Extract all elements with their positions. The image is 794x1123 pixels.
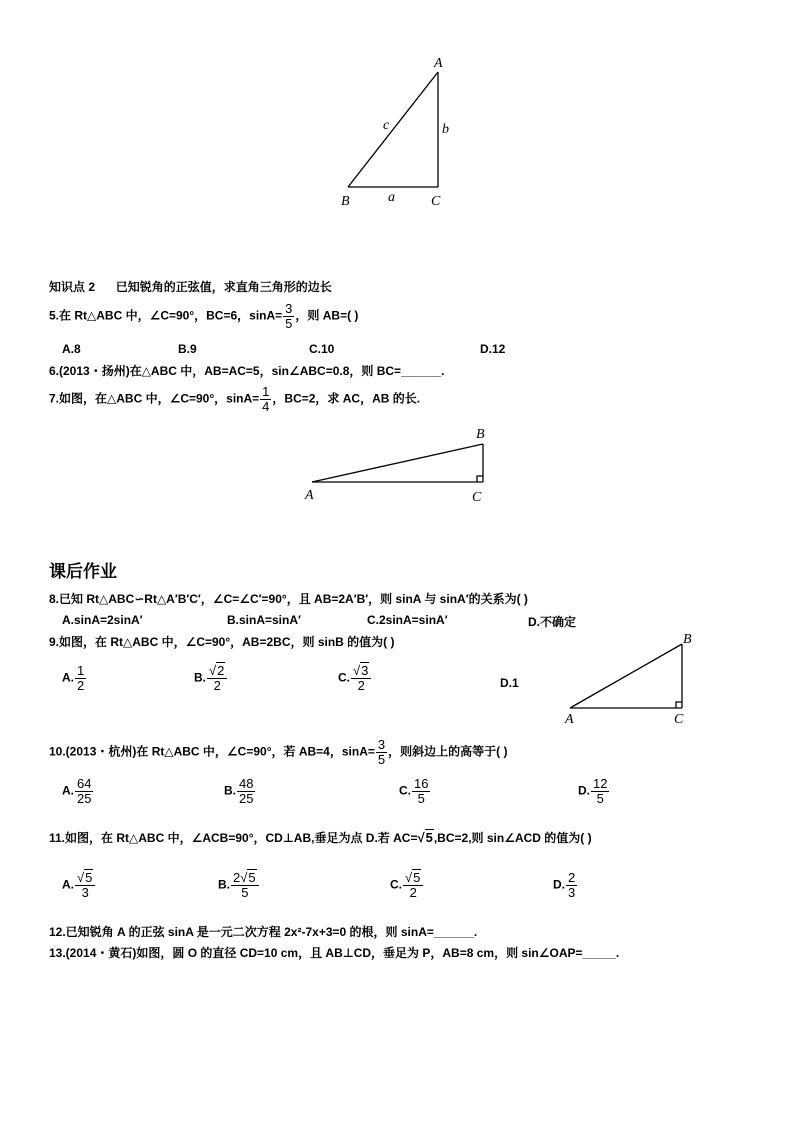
q11-option-a: [62, 871, 96, 900]
q9-option-a-fraction: [75, 664, 86, 693]
q10-numerator: 3: [377, 737, 386, 752]
fig3-vertex-b-label: B: [683, 632, 692, 647]
q10-option-d-fraction: [591, 777, 609, 806]
side-c-label: c: [383, 118, 390, 133]
q10-option-c-label: C.: [399, 783, 411, 798]
q10-option-b: [224, 777, 256, 806]
question-12: 12.已知锐角 A 的正弦 sinA 是一元二次方程 2x²-7x+3=0 的根，则 sinA=______.: [49, 925, 478, 939]
q11-option-b-numerator: 2√5: [231, 871, 259, 886]
q7-text-pre: 7.如图，在△ABC 中，∠C=90°，sinA=: [49, 391, 260, 406]
q10-option-c-fraction: [412, 777, 430, 806]
question-8: 8.已知 Rt△ABC∽Rt△A′B′C′，∠C=∠C′=90°，且 AB=2A′B′，则 sinA 与 sinA′的关系为( ): [49, 592, 528, 606]
section-label: 知识点 2: [49, 280, 96, 294]
q5-option-d: D.12: [480, 342, 506, 356]
q9-option-b-numerator: √2: [207, 664, 227, 679]
q9-option-b: [194, 664, 228, 693]
fig3-right-angle-mark: [676, 702, 682, 708]
q5-option-a: A.8: [62, 342, 81, 356]
q11-option-a-radicand: 5: [85, 870, 93, 885]
q5-fraction: [283, 302, 294, 331]
q9-option-c-radicand: 3: [361, 663, 369, 678]
q11-option-a-numerator: √5: [75, 871, 95, 886]
q10-option-d-label: D.: [578, 783, 590, 798]
question-5: [49, 302, 358, 331]
vertex-b-label: B: [341, 194, 350, 209]
q11-option-b-denominator: 5: [241, 885, 249, 900]
q11-option-c-radicand: 5: [413, 870, 421, 885]
q10-option-d: [578, 777, 610, 806]
q11-text-pre: 11.如图，在 Rt△ABC 中，∠ACB=90°，CD⊥AB,垂足为点 D.若 AC=: [49, 831, 418, 845]
q9-option-b-radicand: 2: [217, 663, 225, 678]
q11-text-post: ,BC=2,则 sin∠ACD 的值为( ): [433, 831, 592, 845]
q5-option-b: B.9: [178, 342, 197, 356]
fig2-vertex-c-label: C: [472, 490, 482, 505]
q10-option-d-denominator: 5: [596, 791, 604, 806]
q10-option-c: [399, 777, 431, 806]
q11-option-c-fraction: [403, 871, 423, 900]
q7-text-post: ，BC=2，求 AC，AB 的长.: [272, 391, 421, 406]
q7-denominator: 4: [262, 399, 270, 414]
question-6: 6.(2013・扬州)在△ABC 中，AB=AC=5，sin∠ABC=0.8，则 BC=______.: [49, 364, 445, 378]
q9-option-a: [62, 664, 87, 693]
triangle-figure-1: [330, 55, 460, 210]
q8-option-b: B.sinA=sinA′: [227, 613, 301, 627]
q9-option-a-denominator: 2: [77, 678, 85, 693]
q10-text-post: ，则斜边上的高等于( ): [388, 744, 508, 759]
triangle-figure-3: [562, 630, 702, 730]
q10-text-pre: 10.(2013・杭州)在 Rt△ABC 中，∠C=90°，若 AB=4，sinA=: [49, 744, 375, 759]
q11-option-c-denominator: 2: [409, 885, 417, 900]
q10-option-c-denominator: 5: [417, 791, 425, 806]
q8-option-a: A.sinA=2sinA′: [62, 613, 143, 627]
q5-option-c: C.10: [309, 342, 335, 356]
q9-option-c-numerator: √3: [351, 664, 371, 679]
fig2-vertex-a-label: A: [305, 488, 314, 503]
q7-numerator: 1: [262, 384, 270, 399]
q9-option-b-denominator: 2: [213, 678, 221, 693]
q8-option-d: D.不确定: [528, 615, 577, 629]
triangle-figure-2: [300, 422, 500, 507]
side-b-label: b: [442, 122, 449, 137]
q7-fraction: [260, 385, 271, 414]
q11-option-d-numerator: 2: [568, 870, 576, 885]
vertex-a-label: A: [434, 56, 443, 71]
fig2-hypotenuse: [312, 444, 483, 482]
question-9: 9.如图，在 Rt△ABC 中，∠C=90°，AB=2BC，则 sinB 的值为( ): [49, 635, 395, 649]
side-c: [348, 72, 438, 187]
q10-option-a-numerator: 64: [77, 776, 92, 791]
q11-option-c: [390, 871, 424, 900]
q11-option-b-radicand: 5: [248, 870, 256, 885]
q8-option-c: C.2sinA=sinA′: [367, 613, 448, 627]
q10-option-c-numerator: 16: [414, 776, 429, 791]
homework-heading: 课后作业: [49, 562, 117, 581]
q9-option-c-denominator: 2: [357, 678, 365, 693]
fig2-right-angle-mark: [477, 476, 483, 482]
fig3-hypotenuse: [570, 644, 682, 708]
q9-option-d: D.1: [500, 676, 519, 690]
q5-text-post: ，则 AB=( ): [295, 308, 359, 323]
q5-denominator: 5: [285, 316, 293, 331]
q11-option-d-denominator: 3: [568, 885, 576, 900]
q10-option-b-label: B.: [224, 783, 236, 798]
q10-option-b-numerator: 48: [239, 776, 254, 791]
fig2-vertex-b-label: B: [476, 427, 485, 442]
q11-option-a-fraction: [75, 871, 95, 900]
section-heading: [49, 279, 332, 295]
q10-option-b-denominator: 25: [239, 791, 254, 806]
q11-radicand: 5: [425, 830, 433, 845]
q5-text-pre: 5.在 Rt△ABC 中，∠C=90°，BC=6，sinA=: [49, 308, 283, 323]
q10-option-d-numerator: 12: [593, 776, 608, 791]
q11-option-b-label: B.: [218, 877, 230, 892]
q11-option-b-coefficient: 2: [233, 870, 241, 885]
question-7: [49, 385, 420, 414]
q10-option-a-label: A.: [62, 783, 74, 798]
q9-option-c-label: C.: [338, 670, 350, 685]
q11-option-b: [218, 871, 260, 900]
q11-option-a-denominator: 3: [81, 885, 89, 900]
q9-option-c-fraction: [351, 664, 371, 693]
q11-option-c-label: C.: [390, 877, 402, 892]
q10-option-a: [62, 777, 94, 806]
fig3-vertex-a-label: A: [565, 712, 574, 727]
q9-option-c: [338, 664, 372, 693]
q11-option-d-fraction: [566, 871, 577, 900]
question-11: [49, 830, 592, 846]
side-a-label: a: [388, 190, 395, 205]
question-13: 13.(2014・黄石)如图，圆 O 的直径 CD=10 cm，且 AB⊥CD，垂足为 P，AB=8 cm，则 sin∠OAP=_____.: [49, 946, 620, 960]
q9-option-a-numerator: 1: [77, 663, 85, 678]
q5-numerator: 3: [285, 301, 293, 316]
q11-option-d-label: D.: [553, 877, 565, 892]
q10-option-b-fraction: [237, 777, 255, 806]
q10-fraction: [376, 738, 387, 767]
vertex-c-label: C: [431, 194, 441, 209]
q11-radical: √5: [417, 830, 433, 845]
fig3-vertex-c-label: C: [674, 712, 684, 727]
q10-option-a-denominator: 25: [77, 791, 92, 806]
q11-option-d: [553, 871, 578, 900]
question-10: [49, 738, 507, 767]
q9-option-b-fraction: [207, 664, 227, 693]
q11-option-a-label: A.: [62, 877, 74, 892]
q11-option-b-fraction: [231, 871, 259, 900]
q10-denominator: 5: [377, 752, 386, 767]
section-title: 已知锐角的正弦值，求直角三角形的边长: [115, 280, 332, 294]
q9-option-b-label: B.: [194, 670, 206, 685]
q10-option-a-fraction: [75, 777, 93, 806]
q11-option-c-numerator: √5: [403, 871, 423, 886]
q9-option-a-label: A.: [62, 670, 74, 685]
